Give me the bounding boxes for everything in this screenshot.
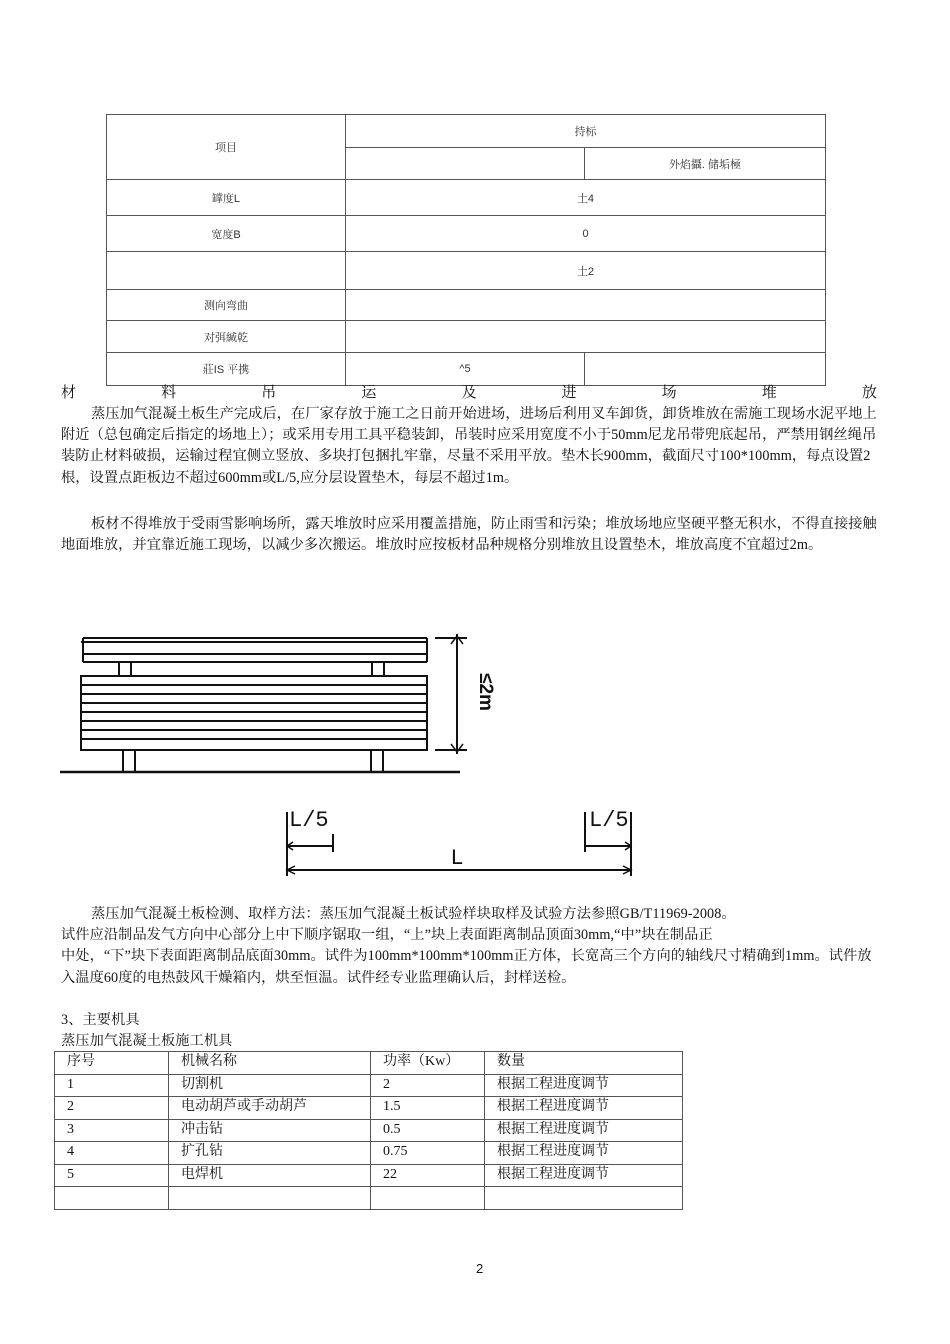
spec-header-item: 项目: [107, 115, 346, 180]
table-row: [55, 1097, 683, 1120]
table-cell: 1.5: [371, 1097, 485, 1120]
spec-row-value: [346, 290, 826, 321]
end-label-right: L/5: [589, 808, 629, 833]
table-cell: 1: [55, 1074, 169, 1097]
table-cell: [371, 1187, 485, 1210]
table-cell: [485, 1187, 683, 1210]
spec-row-label: 莊IS 平携: [107, 353, 346, 386]
sampling-line: 蒸压加气混凝土板检测、取样方法：蒸压加气混凝土板试验样块取样及试验方法参照GB/T11969-2008。: [91, 906, 736, 922]
heading-char: 放: [861, 385, 877, 401]
spec-row-label: 宽度B: [107, 216, 346, 252]
table-cell: [169, 1187, 371, 1210]
spec-header-index: 持标: [346, 115, 826, 148]
table-cell: 切割机: [169, 1074, 371, 1097]
paragraph-stacking: 板材不得堆放于受雨雪影响场所，露天堆放时应采用覆盖措施，防止雨雪和污染；堆放场地应坚硬平整无积水，不得直接接触地面堆放，并宜靠近施工现场，以减少多次搬运。堆放时应按板材品种规格分别堆放且设置垫木，堆放高度不宜超过2m。: [61, 516, 877, 554]
table-cell: 0.5: [371, 1119, 485, 1142]
table-cell: 电动胡芦或手动胡芦: [169, 1097, 371, 1120]
table-header: 功率（Kw）: [371, 1052, 485, 1075]
spec-row-label: 对弭緘乾: [107, 321, 346, 353]
table-cell: 根据工程进度调节: [485, 1142, 683, 1165]
spec-row-label: 测向弯曲: [107, 290, 346, 321]
spec-row-value: 0: [346, 216, 826, 252]
table-cell: 根据工程进度调节: [485, 1164, 683, 1187]
spec-header-sub-left: [346, 148, 585, 180]
table-row: [55, 1119, 683, 1142]
table-header: 机械名称: [169, 1052, 371, 1075]
table-cell: 根据工程进度调节: [485, 1074, 683, 1097]
sampling-line: 中处，“下”块下表面距离制品底面30mm。试件为100mm*100mm*100mm正方体，长宽高三个方向的轴线尺寸精确到1mm。试件放入温度60度的电热鼓风干燥箱内，烘至恒温。试件经专业监理确认后，封样送检。: [61, 948, 872, 986]
sampling-line: 试件应沿制品发气方向中心部分上中下顺序锯取一组，“上”块上表面距离制品顶面30mm,“中”块在制品正: [61, 927, 713, 944]
page-number: 2: [476, 1261, 484, 1276]
table-cell: 4: [55, 1142, 169, 1165]
spacer-block: [119, 662, 384, 676]
height-label: ≤2m: [475, 673, 496, 711]
table-row: [55, 1164, 683, 1187]
spec-row-label: [107, 252, 346, 290]
heading-char: 材: [61, 385, 77, 401]
heading-char: 堆: [761, 385, 777, 401]
table-cell: 扩孔钻: [169, 1142, 371, 1165]
table-cell: 22: [371, 1164, 485, 1187]
height-dimension: [435, 634, 467, 754]
lower-stack: [81, 676, 427, 750]
table-row: [55, 1142, 683, 1165]
spec-row-value: ^5: [346, 353, 585, 386]
spec-header-sub-right: 外焰攝. 储垢極: [585, 148, 826, 180]
table-cell: 冲击钻: [169, 1119, 371, 1142]
table-cell: 5: [55, 1164, 169, 1187]
section-title: 3、主要机具: [61, 1012, 140, 1028]
table-row: [55, 1074, 683, 1097]
end-label-left: L/5: [289, 808, 329, 833]
table-caption: 蒸压加气混凝土板施工机具: [61, 1033, 233, 1049]
bottom-block: [123, 750, 383, 772]
equipment-table: [54, 1051, 683, 1210]
heading-char: 料: [161, 385, 177, 401]
spec-table: [106, 114, 826, 386]
heading-char: 吊: [261, 385, 277, 401]
heading-char: 进: [561, 385, 577, 401]
table-header-row: [55, 1052, 683, 1075]
spec-row-value: 土2: [346, 252, 826, 290]
spec-row-value: [346, 321, 826, 353]
table-cell: 根据工程进度调节: [485, 1097, 683, 1120]
table-cell: 根据工程进度调节: [485, 1119, 683, 1142]
table-header: 序号: [55, 1052, 169, 1075]
stacking-diagram: [55, 630, 675, 882]
table-cell: 2: [55, 1097, 169, 1120]
paragraph-storage: 蒸压加气混凝土板生产完成后，在厂家存放于施工之日前开始进场，进场后利用叉车卸货，卸货堆放在需施工现场水泥平地上附近（总包确定后指定的场地上）；或采用专用工具平稳装卸，吊装时应采用宽度不小于50mm尼龙吊带兜底起吊，严禁用钢丝绳吊装防止材料破损，运输过程宜侧立竖放、多块打包捆扎牢靠，尽量不采用平放。垫木长900mm，截面尺寸100*100mm，每点设置2根，设置点距板边不超过600mm或L/5,应分层设置垫木，每层不超过1m。: [61, 406, 877, 486]
section-heading: [61, 383, 877, 404]
top-panel: [81, 638, 427, 662]
table-cell: 2: [371, 1074, 485, 1097]
spec-row-value: 土4: [346, 180, 826, 216]
table-cell: 0.75: [371, 1142, 485, 1165]
heading-char: 场: [661, 385, 677, 401]
table-cell: [55, 1187, 169, 1210]
spec-row-empty: [585, 353, 826, 386]
heading-char: 运: [361, 385, 377, 401]
table-row: [55, 1187, 683, 1210]
table-cell: 电焊机: [169, 1164, 371, 1187]
table-cell: 3: [55, 1119, 169, 1142]
paragraph-sampling: [61, 904, 891, 989]
spec-row-label: 罉度L: [107, 180, 346, 216]
heading-char: 及: [461, 385, 477, 401]
span-label: L: [450, 846, 464, 871]
table-header: 数量: [485, 1052, 683, 1075]
